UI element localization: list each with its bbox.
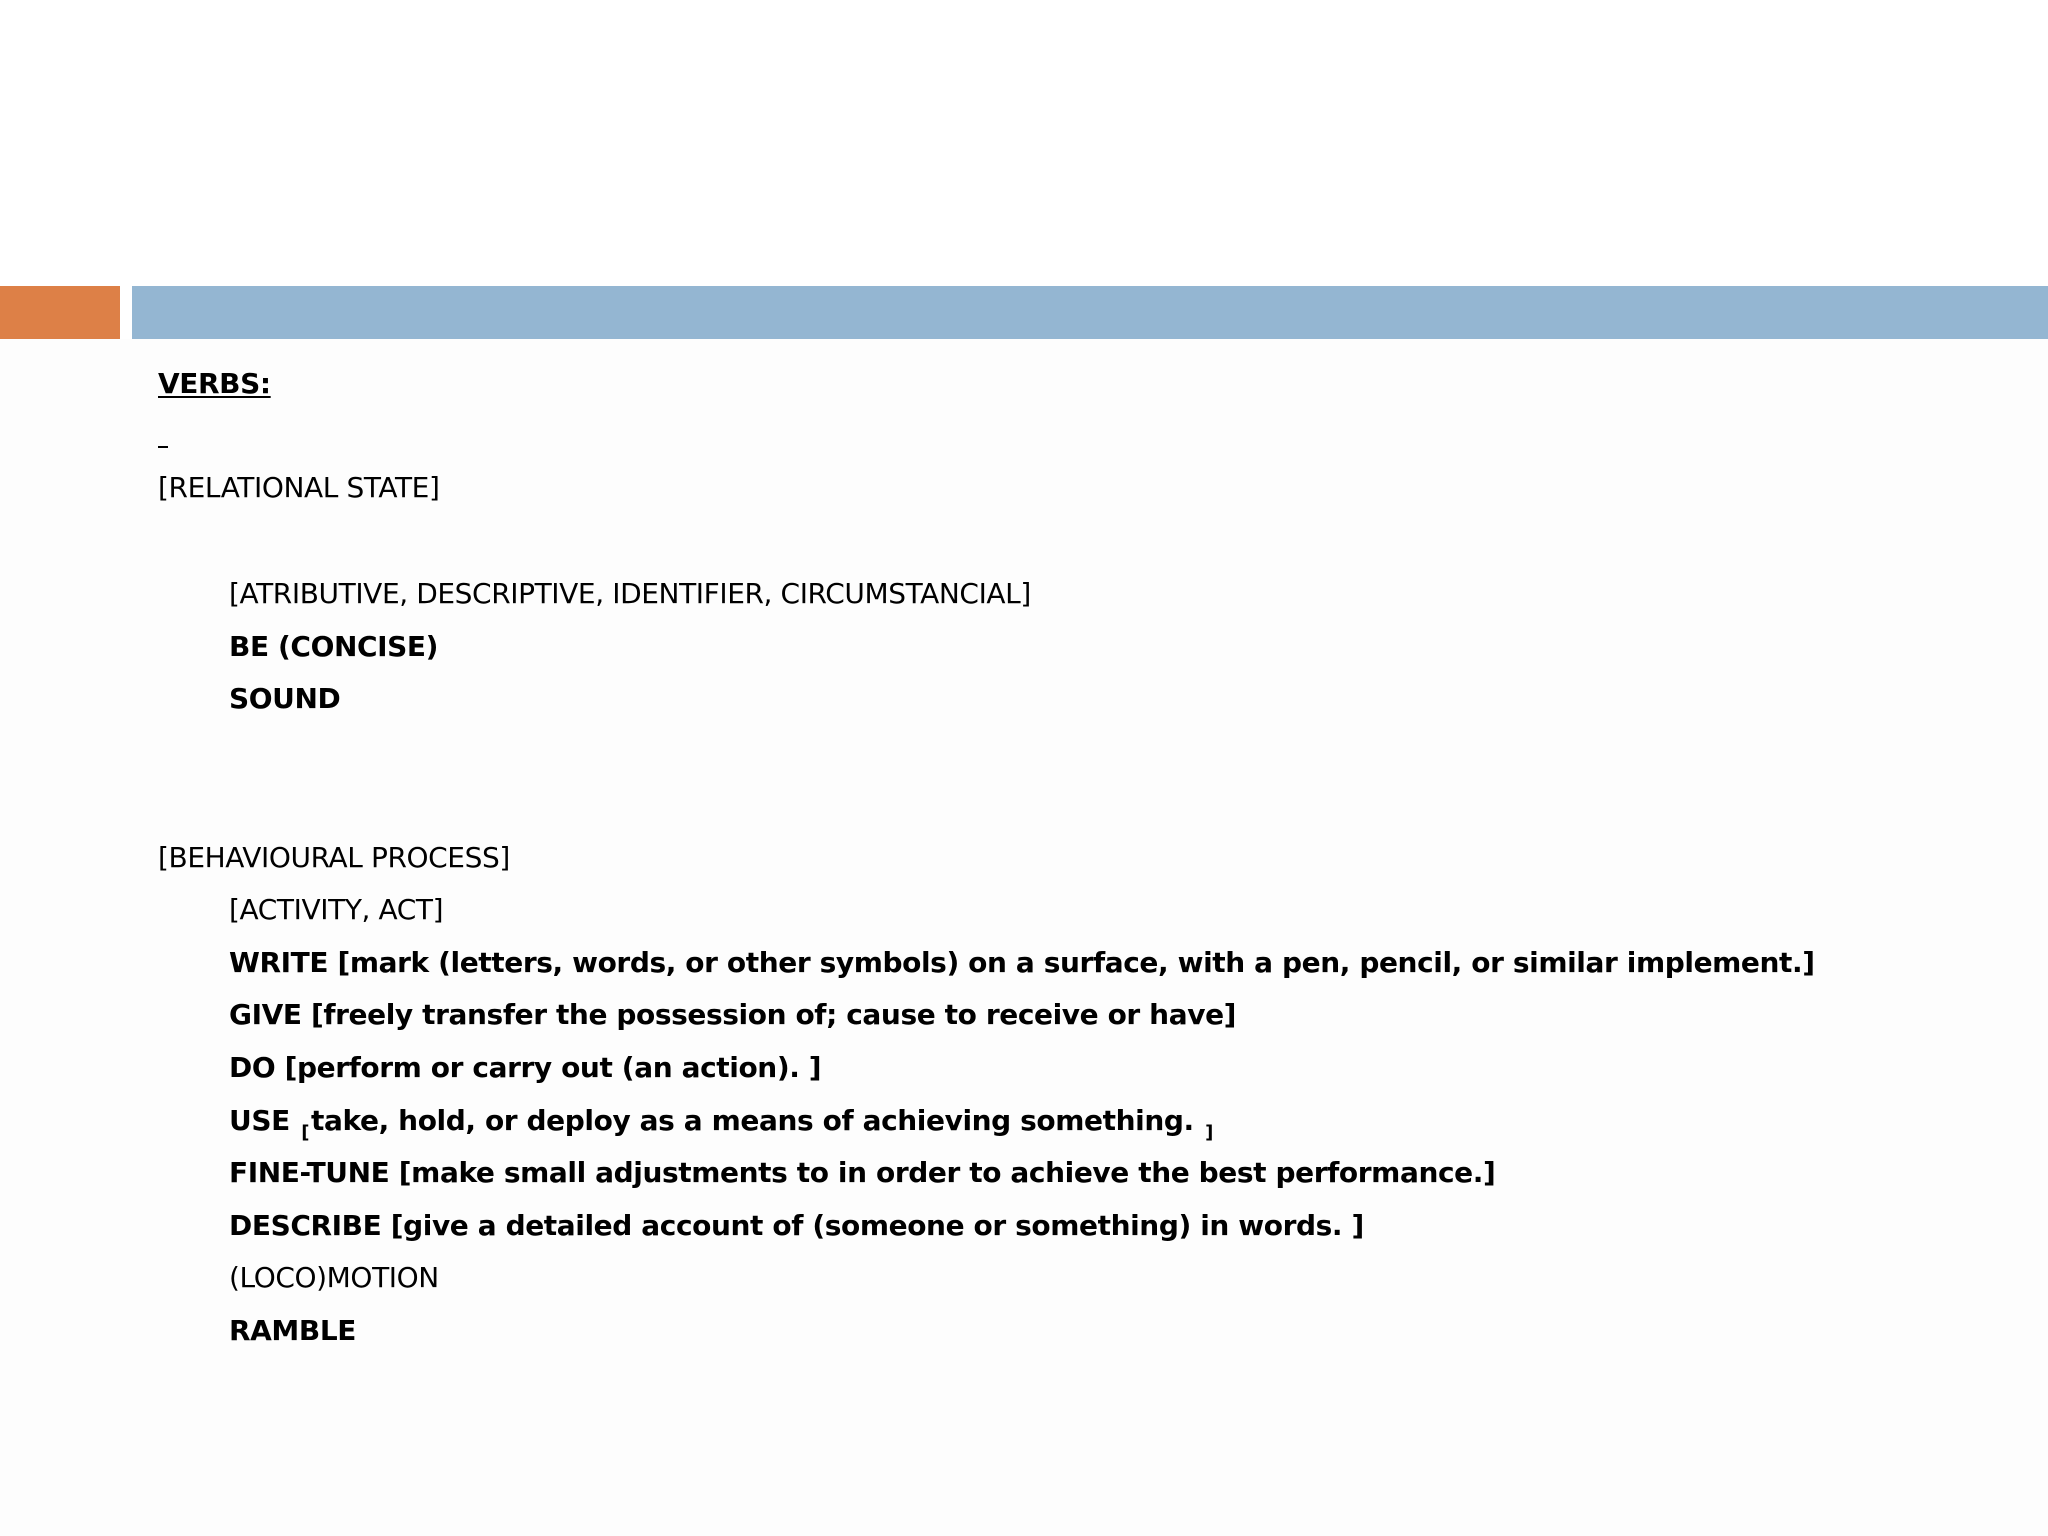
definition-give: [freely transfer the possession of; cause to receive or have] bbox=[310, 998, 1237, 1031]
slide-body bbox=[0, 339, 2048, 1536]
behavioural-subtypes: [ACTIVITY, ACT] bbox=[229, 893, 444, 926]
verb-entry-fine-tune bbox=[229, 1155, 1495, 1191]
verb-sound: SOUND bbox=[229, 682, 341, 715]
behavioural-process-category: [BEHAVIOURAL PROCESS] bbox=[158, 841, 510, 874]
verb-use: USE bbox=[229, 1104, 290, 1137]
verbs-heading: VERBS: bbox=[158, 367, 271, 400]
definition-do: [perform or carry out (an action). ] bbox=[284, 1051, 822, 1084]
locomotion-label: (LOCO)MOTION bbox=[229, 1261, 439, 1294]
verb-give: GIVE bbox=[229, 998, 302, 1031]
verb-do: DO bbox=[229, 1051, 276, 1084]
verb-ramble: RAMBLE bbox=[229, 1314, 357, 1347]
definition-write: [mark (letters, words, or other symbols) on a surface, with a pen, pencil, or similar implement.] bbox=[337, 946, 1815, 979]
verb-entry-write bbox=[229, 945, 1815, 981]
verb-be: BE (CONCISE) bbox=[229, 630, 439, 663]
verb-entry-do bbox=[229, 1050, 821, 1086]
verb-entry-give bbox=[229, 997, 1236, 1033]
definition-describe: [give a detailed account of (someone or something) in words. ] bbox=[390, 1209, 1364, 1242]
title-accent-orange-bar bbox=[0, 286, 120, 339]
definition-fine-tune: [make small adjustments to in order to achieve the best performance.] bbox=[398, 1156, 1496, 1189]
relational-subtypes: [ATRIBUTIVE, DESCRIPTIVE, IDENTIFIER, CIRCUMSTANCIAL] bbox=[229, 577, 1031, 610]
verb-fine-tune: FINE-TUNE bbox=[229, 1156, 390, 1189]
dash-marker bbox=[158, 446, 168, 448]
verb-write: WRITE bbox=[229, 946, 329, 979]
use-open-bracket: [ bbox=[301, 1122, 310, 1143]
relational-state-category: [RELATIONAL STATE] bbox=[158, 471, 440, 504]
definition-use: take, hold, or deploy as a means of achieving something. bbox=[311, 1104, 1194, 1137]
verb-entry-use bbox=[229, 1103, 1215, 1143]
verb-describe: DESCRIBE bbox=[229, 1209, 382, 1242]
use-close-bracket: ] bbox=[1205, 1122, 1213, 1143]
title-accent-blue-bar bbox=[132, 286, 2048, 339]
verb-entry-describe bbox=[229, 1208, 1364, 1244]
